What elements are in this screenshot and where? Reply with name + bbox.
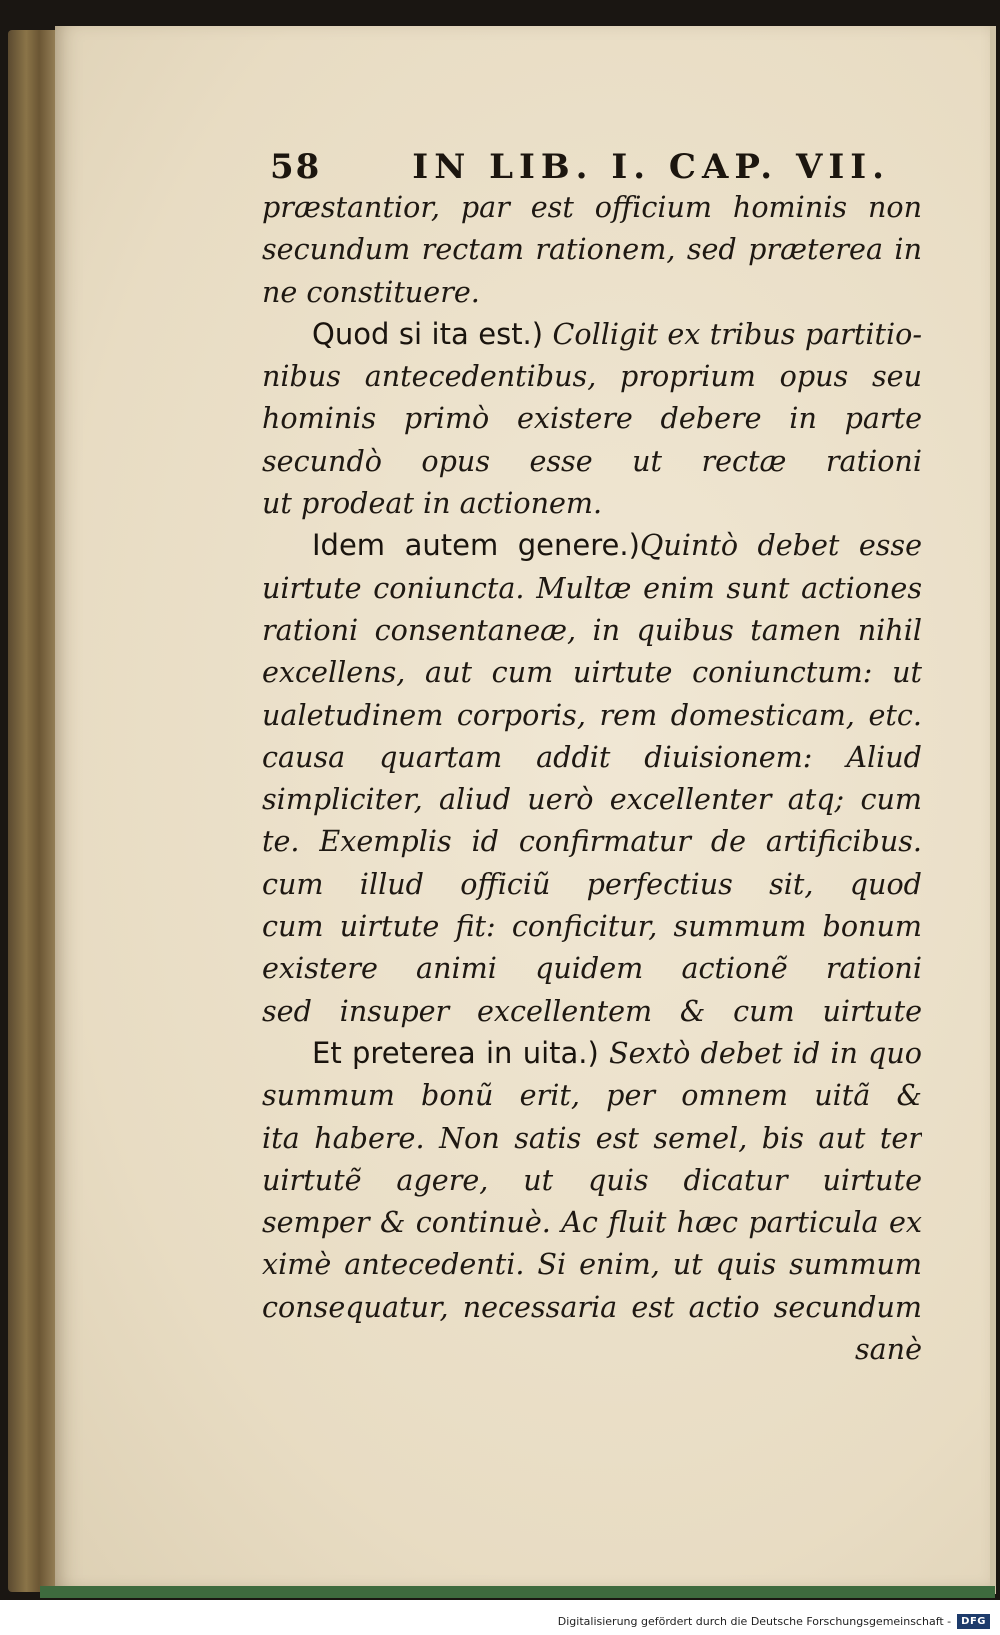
line-text: causa quartam addit diuisionem: Aliud <box>262 739 922 774</box>
line-text: præstantior, par est officium hominis non <box>262 190 922 224</box>
text-line <box>262 1032 922 1074</box>
line-text: ximè antecedenti. Si enim, ut quis summum <box>262 1247 922 1282</box>
dfg-logo: DFG <box>957 1614 990 1629</box>
text-line <box>262 1243 922 1285</box>
line-text: nibus antecedentibus, proprium opus seu <box>262 359 922 394</box>
line-text: secundò opus esse ut rectæ rationi <box>262 443 922 478</box>
text-line <box>262 694 922 736</box>
line-text: rationi consentaneæ, in quibus tamen nihil <box>262 612 922 647</box>
line-text: ut prodeat in actionem. <box>262 486 603 521</box>
text-line <box>262 228 922 270</box>
line-text: ita habere. Non satis est semel, bis aut ter <box>262 1120 922 1155</box>
text-line <box>262 820 922 862</box>
color-strip <box>40 1586 995 1598</box>
line-text: summum bonũ erit, per omnem uitã & <box>262 1078 922 1113</box>
book-spine-edge <box>8 30 60 1592</box>
line-text: simpliciter, aliud uerò excellenter atq; cum <box>262 782 922 817</box>
line-text: uirtutẽ agere, ut quis dicatur uirtute <box>262 1162 922 1197</box>
text-line <box>262 567 922 609</box>
line-text: secundum rectam rationem, sed præterea in <box>262 232 922 267</box>
line-text: Colligit ex tribus partitio- <box>543 316 922 351</box>
text-line <box>262 524 922 566</box>
text-line <box>262 736 922 778</box>
text-line <box>262 440 922 482</box>
text-line <box>262 271 922 313</box>
lemma: Quod si ita est.) <box>312 316 544 351</box>
line-text: Quintò debet esse <box>639 528 922 563</box>
funding-credit: Digitalisierung gefördert durch die Deutsche Forschungsgemeinschaft - <box>557 1614 952 1628</box>
line-text: sanè <box>854 1332 922 1367</box>
page-number: 58 <box>270 147 322 187</box>
text-line <box>262 863 922 905</box>
line-text: ne constituere. <box>262 274 480 309</box>
line-text: sed insuper excellentem & cum uirtute <box>262 993 922 1028</box>
line-text: cum illud officiũ perfectius sit, quod <box>262 866 922 901</box>
text-line <box>262 990 922 1032</box>
text-line <box>262 947 922 989</box>
line-text: cum uirtute fit: conficitur, summum bonum <box>262 909 922 944</box>
digitization-footer <box>0 1610 990 1632</box>
running-title: IN LIB. I. CAP. VII. <box>412 147 890 187</box>
text-line <box>262 1117 922 1159</box>
text-line <box>262 1286 922 1328</box>
text-line <box>262 355 922 397</box>
text-line <box>262 313 922 355</box>
line-text: semper & continuè. Ac fluit hæc particula ex <box>262 1205 922 1240</box>
text-line <box>262 1074 922 1116</box>
text-line <box>262 609 922 651</box>
lemma: Et preterea in uita.) <box>312 1035 599 1070</box>
line-text: uirtute coniuncta. Multæ enim sunt actiones <box>262 570 922 605</box>
text-line <box>262 651 922 693</box>
line-text: te. Exemplis id confirmatur de artificibus. <box>262 824 922 859</box>
text-line <box>262 186 922 228</box>
text-line <box>262 482 922 524</box>
line-text: existere animi quidem actionẽ rationi <box>262 951 922 986</box>
running-header <box>270 145 890 189</box>
body-text <box>262 186 922 1370</box>
line-text: consequatur, necessaria est actio secundum <box>262 1289 922 1324</box>
text-line <box>262 1328 922 1370</box>
text-line <box>262 1201 922 1243</box>
text-line <box>262 1159 922 1201</box>
text-line <box>262 778 922 820</box>
line-text: ualetudinem corporis, rem domesticam, etc. <box>262 697 922 732</box>
line-text: hominis primò existere debere in parte <box>262 401 922 436</box>
text-line <box>262 397 922 439</box>
lemma: Idem autem genere.) <box>312 528 640 563</box>
text-line <box>262 905 922 947</box>
line-text: Sextò debet id in quo <box>598 1035 922 1070</box>
line-text: excellens, aut cum uirtute coniunctum: ut <box>262 655 922 690</box>
